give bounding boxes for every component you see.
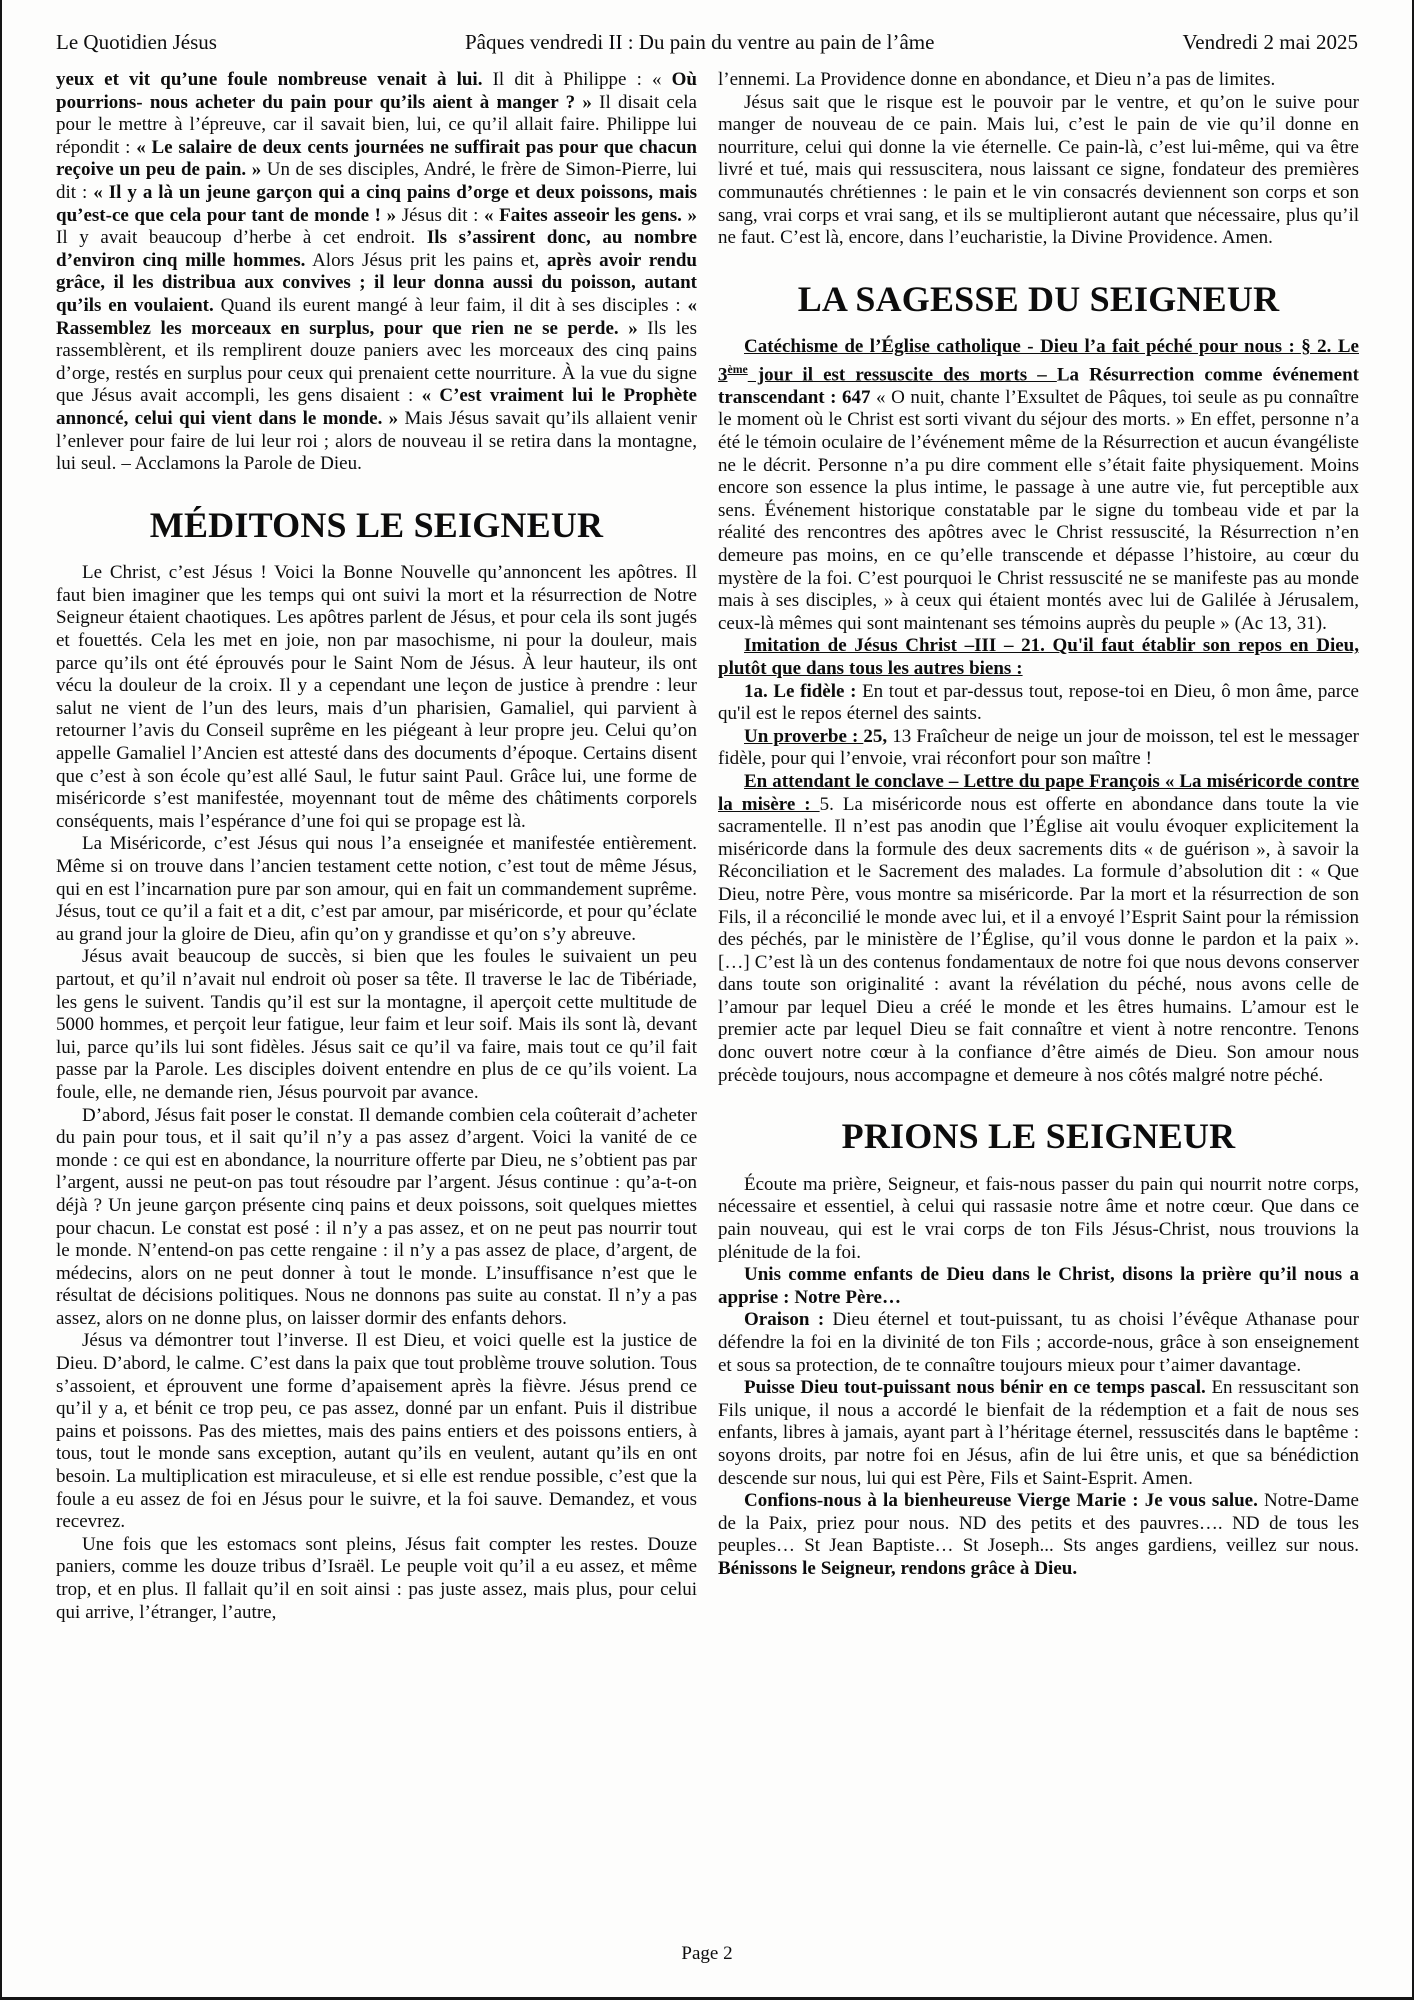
text-run: Catéchisme de l’Église catholique - Dieu l’a fait péché pour nous : § 2. Le 3	[718, 336, 1359, 386]
text-run: Mais Jésus savait qu’ils allaient venir l’enlever pour faire de lui leur roi ; alors de nouveau il se retira dans la montagne, lui seul. – Acclamons la Parole de Dieu.	[56, 407, 697, 475]
text-run: Un proverbe :	[744, 725, 864, 747]
text-run: l’ennemi. La Providence donne en abondance, et Dieu n’a pas de limites.	[718, 69, 1276, 90]
text-run: Bénissons le Seigneur, rendons grâce à Dieu.	[718, 1557, 1078, 1579]
page-number: Page 2	[681, 1943, 733, 1964]
text-run: En tout et par-dessus tout, repose-toi en Dieu, ô mon âme, parce qu'il est le repos éternel des saints.	[718, 680, 1359, 725]
text-run: D’abord, Jésus fait poser le constat. Il demande combien cela coûterait d’acheter du pain pour tous, et il sait qu’il n’y a pas assez d’argent. Voici la vanité de ce monde : ce qui est en abondance, la nourriture offerte par Dieu, ne s’obtient pas par l’argent, aussi ne peut-on pas tout résoudre par l’argent. Jésus continue : qu’a-t-on déjà ? Un jeune garçon présente cinq pains et deux poissons, soit quelques miettes pour chacun. Le constat est posé : il n’y a pas assez, et on ne peut pas nourrir tout le monde. N’entend-on pas cette rengaine : il n’y a pas assez de place, d’argent, de médecins, alors on ne peut donner à tout le monde. L’insuffisance n’est que le résultat de décisions politiques. Nous ne donnons pas suite au constat. Il n’y a pas assez, alors on ne donne plus, on laisser dormir des enfants dehors.	[56, 1104, 697, 1329]
paragraph	[718, 1264, 1359, 1309]
text-run: Jésus sait que le risque est le pouvoir par le ventre, et qu’on le suive pour manger de nouveau de ce pain. Mais lui, c’est le pain de vie qu’il donne en nourriture, celui qui donne la vie éternelle. Ce pain-là, c’est lui-même, qui va être livré et tué, mais qui ressuscitera, nous laissant ce signe, fondateur des premières communautés chrétiennes : le pain et le vin consacrés deviennent son corps et son sang, vrai corps et vrai sang, et ils se multiplieront autant que nécessaire, plus qu’il ne faut. C’est là, encore, dans l’eucharistie, la Divine Providence. Amen.	[718, 91, 1359, 249]
text-run: Jésus dit :	[396, 204, 485, 226]
text-run: Quand ils eurent mangé à leur faim, il dit à ses disciples :	[213, 294, 688, 316]
paragraph	[718, 1174, 1359, 1264]
text-run: 13 Fraîcheur de neige un jour de moisson, tel est le messager fidèle, pour qui l’envoie, vrai réconfort pour son maître !	[718, 725, 1359, 770]
text-run: En ressuscitant son Fils unique, il nous a accordé le bienfait de la rédemption et a fait de nous ses enfants, libres à jamais, ayant part à l’héritage éternel, ressuscités dans le baptême : soyons droits, par notre foi en Jésus, afin de lui être unis, et que sa bénédiction descende sur nous, lui qui est Père, Fils et Saint-Esprit. Amen.	[718, 1377, 1360, 1489]
paragraph	[56, 1105, 697, 1331]
text-run: Notre-Dame de la Paix, priez pour nous. ND des petits et des pauvres…. ND de tous les peuples… St Jean Baptiste… St Joseph... Sts anges gardiens, veillez sur nous.	[718, 1490, 1359, 1557]
edition-title: Pâques vendredi II : Du pain du ventre au pain de l’âme	[465, 30, 935, 54]
text-run: Ils les rassemblèrent, et ils remplirent douze paniers avec les morceaux des cinq pains d’orge, restés en surplus pour ceux qui prenaient cette nourriture. À la vue du signe que Jésus avait accompli, les gens disaient :	[56, 317, 697, 407]
text-run: La Miséricorde, c’est Jésus qui nous l’a enseignée et manifestée entièrement. Même si on trouve dans l’ancien testament cette notion, c’est tout de même Jésus, qui en est l’incarnation pure par son amour, qui en fait un commandement suprême. Jésus, tout ce qu’il a fait et a dit, c’est par amour, par miséricorde, et pour qu’éclate au grand jour la gloire de Dieu, afin qu’on y grandisse et qu’on s’y abreuve.	[56, 833, 697, 945]
page-header	[2, 0, 1412, 69]
text-run: après avoir rendu grâce, il les distribua aux convives ; il leur donna aussi du poisson, autant qu’ils en voulaient.	[56, 249, 697, 316]
text-run: « Rassemblez les morceaux en surplus, pour que rien ne se perde. »	[56, 294, 697, 339]
paragraph	[718, 771, 1359, 1087]
text-run: Dieu éternel et tout-puissant, tu as choisi l’évêque Athanase pour défendre la foi en la divinité de ton Fils ; accorde-nous, grâce à son enseignement et sous sa protection, de te connaître toujours mieux pour t’aimer davantage.	[718, 1309, 1359, 1376]
text-run: Il disait cela pour le mettre à l’épreuve, car il savait bien, lui, ce qu’il allait faire. Philippe lui répondit :	[56, 91, 697, 158]
text-run: Le Christ, c’est Jésus ! Voici la Bonne Nouvelle qu’annoncent les apôtres. Il faut bien imaginer que les temps qui ont suivi la mort et la résurrection de Notre Seigneur étaient chaotiques. Les apôtres parlent de Jésus, et pour cela ils sont jugés et fouettés. Cela les met en joie, non par masochisme, ni pour la douleur, mais parce qu’ils ont été éprouvés pour le Saint Nom de Jésus. À leur hauteur, ils ont vécu la douleur de la croix. Il y a cependant une leçon de justice à prendre : leur salut ne vient de l’un des leurs, mais d’un pharisien, Gamaliel, qui parvient à retourner l’avis du Conseil suprême en les piégeant à leur propre jeu. Celui qu’on appelle Gamaliel l’Ancien est attesté dans des documents d’époque. Certains disent que c’est à son école qu’est allé Saul, le futur saint Paul. Grâce lui, une forme de miséricorde s’est manifestée, moyennant tout de même des châtiments corporels conséquents, mais l’espérance d’une foi qui se propage est là.	[56, 562, 697, 832]
text-run: jour il est ressuscite des morts –	[747, 364, 1057, 386]
text-run: « Le salaire de deux cents journées ne suffirait pas pour que chacun reçoive un peu de pain. »	[56, 136, 698, 181]
text-run: 1a. Le fidèle :	[744, 680, 863, 702]
paragraph	[718, 1377, 1359, 1490]
text-run: Il dit à Philippe : «	[482, 69, 672, 90]
paragraph	[56, 1330, 697, 1533]
text-run: Jésus avait beaucoup de succès, si bien que les foules le suivaient un peu partout, et qu’il n’avait nul endroit où poser sa tête. Il traverse le lac de Tibériade, les gens le suivent. Tandis qu’il est sur la montagne, il aperçoit cette multitude de 5000 hommes, et perçoit leur fatigue, leur faim et leur soif. Mais ils sont là, devant lui, parce qu’ils lui sont fidèles. Jésus sait ce qu’il va faire, mais tout ce qu’il fait passe par la Parole. Les disciples doivent entendre en plus de ce qu’ils voient. La foule, elle, ne demande rien, Jésus pourvoit par avance.	[56, 946, 697, 1103]
text-run: Imitation de Jésus Christ –III – 21. Qu'il faut établir son repos en Dieu, plutôt que dans tous les autres biens :	[718, 635, 1359, 679]
text-run: En attendant le conclave – Lettre du pape François « La miséricorde contre la misère :	[718, 770, 1359, 815]
paragraph	[718, 635, 1359, 680]
text-run: ème	[727, 362, 748, 376]
paragraph	[718, 726, 1359, 771]
section-heading: LA SAGESSE DU SEIGNEUR	[797, 278, 1280, 319]
text-run: yeux et vit qu’une foule nombreuse venait à lui.	[56, 69, 483, 90]
text-run: Un de ses disciples, André, le frère de Simon-Pierre, lui dit :	[56, 159, 698, 203]
paragraph	[56, 833, 697, 946]
paragraph	[718, 1309, 1359, 1377]
paragraph	[56, 1534, 697, 1624]
text-run: Jésus va démontrer tout l’inverse. Il est Dieu, et voici quelle est la justice de Dieu. D’abord, le calme. C’est dans la paix que tout problème trouve solution. Tous s’assoient, et éprouvent une forme d’apaisement après la fièvre. Jésus prend ce qu’il y a, et bénit ce trop peu, ce pas assez, donné par un enfant. Puis il distribue pains et poissons. Pas des miettes, mais des pains entiers et des poissons entiers, à tous, tout le monde sans exception, autant qu’ils en veulent, autant qu’ils en ont besoin. La multiplication est miraculeuse, et si elle est rendue possible, c’est que la foule a eu assez de foi en Jésus pour le suivre, et la foi sauve. Demandez, et vous recevrez.	[56, 1330, 697, 1533]
text-run: Il y avait beaucoup d’herbe à cet endroit.	[56, 227, 427, 249]
text-run: « O nuit, chante l’Exsultet de Pâques, toi seule as pu connaître le moment où le Christ est sorti vivant du séjour des morts. » En effet, personne n’a été le témoin oculaire de l’événement même de la Résurrection et aucun évangéliste ne le décrit. Personne n’a pu dire comment elle s’était faite physiquement. Moins encore son essence la plus intime, le passage à une autre vie, fut perceptible aux sens. Événement historique constatable par le signe du tombeau vide et par la réalité des rencontres des apôtres avec le Christ ressuscité, la Résurrection n’en demeure pas moins, en ce qu’elle transcende et dépasse l’histoire, au cœur du mystère de la foi. C’est pourquoi le Christ ressuscité ne se manifeste pas au monde mais à ses disciples, » à ceux qui étaient montés avec lui de Galilée à Jérusalem, ceux-là mêmes qui sont maintenant ses témoins auprès du peuple » (Ac 13, 31).	[718, 386, 1359, 634]
text-run: Ils s’assirent donc, au nombre d’environ cinq mille hommes.	[56, 227, 697, 271]
paragraph	[718, 681, 1359, 726]
paragraph	[718, 1490, 1359, 1580]
paragraph	[56, 562, 697, 833]
section-heading: PRIONS LE SEIGNEUR	[841, 1116, 1236, 1157]
section-heading: MÉDITONS LE SEIGNEUR	[149, 504, 604, 545]
text-run: 25,	[863, 725, 893, 747]
paragraph	[718, 336, 1359, 635]
text-run: « Faites asseoir les gens. »	[484, 204, 697, 226]
text-run: Unis comme enfants de Dieu dans le Christ, disons la prière qu’il nous a apprise : Notre Père…	[718, 1264, 1359, 1308]
paragraph	[56, 69, 697, 476]
paragraph	[56, 946, 697, 1104]
paragraph	[718, 69, 1359, 92]
text-run: 5. La miséricorde nous est offerte en abondance dans toute la vie sacramentelle. Il n’est pas anodin que l’Église ait voulu évoquer explicitement la miséricorde dans la formule des deux sacrements dits « de guérison », à savoir la Réconciliation et le Sacrement des malades. La formule d’absolution dit : « Que Dieu, notre Père, vous montre sa miséricorde. Par la mort et la résurrection de son Fils, il a réconcilié le monde avec lui, et il a envoyé l’Esprit Saint pour la rémission des péchés, par le ministère de l’Église, qu’il vous donne le pardon et la paix ». […] C’est là un des contenus fondamentaux de notre foi que nous devons conserver dans toute son originalité : avant la révélation du péché, nous avons celle de l’amour par lequel Dieu a créé le monde et les êtres humains. L’amour est le premier acte par lequel Dieu se fait connaître et vient à notre rencontre. Tenons donc ouvert notre cœur à la confiance d’être aimés de Dieu. Son amour nous précède toujours, nous accompagne et demeure à nos côtés malgré notre péché.	[718, 793, 1359, 1086]
page-footer	[2, 1943, 1412, 1965]
left-column	[56, 69, 697, 1624]
text-run: Alors Jésus prit les pains et,	[305, 249, 548, 271]
text-run: Où pourrions- nous acheter du pain pour qu’ils aient à manger ? »	[56, 69, 697, 113]
text-run: Oraison :	[744, 1309, 833, 1331]
text-run: La Résurrection comme événement transcendant : 647	[718, 364, 1359, 408]
text-run: Écoute ma prière, Seigneur, et fais-nous passer du pain qui nourrit notre corps, nécessaire et essentiel, à celui qui rassasie notre âme et notre cœur. Que dans ce pain nouveau, qui est le vrai corps de ton Fils Jésus-Christ, nous trouvions la plénitude de la foi.	[718, 1173, 1359, 1263]
two-column-body	[2, 69, 1412, 1624]
text-run: Confions-nous à la bienheureuse Vierge Marie : Je vous salue.	[744, 1490, 1265, 1512]
paragraph	[718, 92, 1359, 250]
edition-date: Vendredi 2 mai 2025	[1182, 30, 1358, 54]
publication-title: Le Quotidien Jésus	[56, 30, 217, 54]
right-column	[718, 69, 1359, 1624]
text-run: Puisse Dieu tout-puissant nous bénir en ce temps pascal.	[744, 1377, 1212, 1399]
text-run: Une fois que les estomacs sont pleins, Jésus fait compter les restes. Douze paniers, comme les douze tribus d’Israël. Le peuple voit qu’il a eu assez, et même trop, et en plus. Il fallait qu’il en soit ainsi : pas juste assez, mais plus, pour celui qui arrive, l’étranger, l’autre,	[56, 1533, 697, 1623]
text-run: « C’est vraiment lui le Prophète annoncé, celui qui vient dans le monde. »	[56, 385, 697, 429]
text-run: « Il y a là un jeune garçon qui a cinq pains d’orge et deux poissons, mais qu’est-ce que cela pour tant de monde ! »	[56, 181, 697, 226]
